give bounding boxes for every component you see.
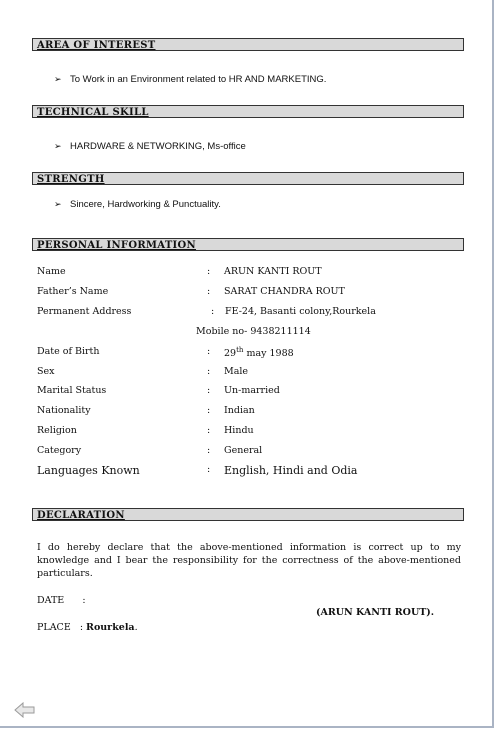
- info-colon: :: [207, 464, 211, 475]
- interest-bullet: [54, 74, 326, 85]
- section-title: STRENGTH: [37, 174, 105, 185]
- info-label: Father’s Name: [37, 286, 109, 297]
- info-colon: :: [207, 286, 211, 297]
- mobile-number: Mobile no- 9438211114: [196, 326, 311, 337]
- info-label: Name: [37, 266, 66, 277]
- info-label: Marital Status: [37, 385, 107, 396]
- section-title: AREA OF INTEREST: [37, 40, 156, 51]
- info-value: English, Hindi and Odia: [224, 464, 358, 477]
- info-colon: :: [211, 306, 215, 317]
- info-value: Male: [224, 366, 249, 377]
- info-row-sex: [37, 366, 467, 380]
- info-row-marital: [37, 385, 467, 399]
- info-label: Nationality: [37, 405, 91, 416]
- section-header-personal: [32, 238, 464, 251]
- info-colon: :: [207, 366, 211, 377]
- bullet-text: To Work in an Environment related to HR AND MARKETING.: [70, 74, 327, 85]
- dob-day: 29: [224, 348, 237, 360]
- section-title: TECHNICAL SKILL: [37, 107, 149, 118]
- info-colon: :: [207, 266, 211, 277]
- info-value: [224, 346, 294, 359]
- technical-bullet: [54, 141, 246, 152]
- info-row-dob: [37, 346, 467, 360]
- info-colon: :: [207, 405, 211, 416]
- signature-name: (ARUN KANTI ROUT).: [316, 607, 435, 618]
- info-value: SARAT CHANDRA ROUT: [224, 286, 345, 297]
- info-colon: :: [207, 425, 211, 436]
- info-label: Religion: [37, 425, 77, 436]
- bullet-arrow-icon: ➢: [54, 74, 62, 84]
- section-header-declaration: [32, 508, 464, 521]
- info-label: Date of Birth: [37, 346, 100, 357]
- info-row-father: [37, 286, 467, 300]
- info-value: Indian: [224, 405, 255, 416]
- section-header-technical: [32, 105, 464, 118]
- info-colon: :: [207, 445, 211, 456]
- info-label: Languages Known: [37, 464, 140, 477]
- info-value: Hindu: [224, 425, 254, 436]
- info-value: FE-24, Basanti colony,Rourkela: [225, 306, 376, 317]
- strength-bullet: [54, 199, 221, 210]
- info-row-nationality: [37, 405, 467, 419]
- info-label: Permanent Address: [37, 306, 132, 317]
- section-title: PERSONAL INFORMATION: [37, 240, 196, 251]
- place-end: .: [134, 622, 138, 633]
- section-header-interest: [32, 38, 464, 51]
- info-label: Category: [37, 445, 82, 456]
- info-row-languages: [37, 464, 467, 478]
- left-arrow-icon[interactable]: [14, 702, 36, 722]
- info-label: Sex: [37, 366, 55, 377]
- section-header-strength: [32, 172, 464, 185]
- info-row-address: [37, 306, 467, 320]
- info-row-religion: [37, 425, 467, 439]
- info-row-name: [37, 266, 467, 280]
- info-value: ARUN KANTI ROUT: [224, 266, 322, 277]
- dob-rest: may 1988: [243, 348, 294, 360]
- info-row-category: [37, 445, 467, 459]
- bullet-text: HARDWARE & NETWORKING, Ms-office: [70, 141, 246, 152]
- info-value: Un-married: [224, 385, 280, 396]
- info-value: General: [224, 445, 263, 456]
- info-colon: :: [207, 385, 211, 396]
- place-label: PLACE :: [37, 622, 87, 633]
- date-label: DATE :: [37, 595, 86, 606]
- section-title: DECLARATION: [37, 510, 125, 521]
- bullet-arrow-icon: ➢: [54, 141, 62, 151]
- info-colon: :: [207, 346, 211, 357]
- place-value: Rourkela: [86, 622, 135, 633]
- dob-suffix: th: [236, 346, 244, 354]
- bullet-arrow-icon: ➢: [54, 199, 62, 209]
- declaration-text: I do hereby declare that the above-mentioned information is correct up to my knowledge and I bear the responsibility for the correctness of the above-mentioned particulars.: [37, 542, 461, 579]
- place-line: [37, 622, 138, 633]
- bullet-text: Sincere, Hardworking & Punctuality.: [70, 199, 221, 210]
